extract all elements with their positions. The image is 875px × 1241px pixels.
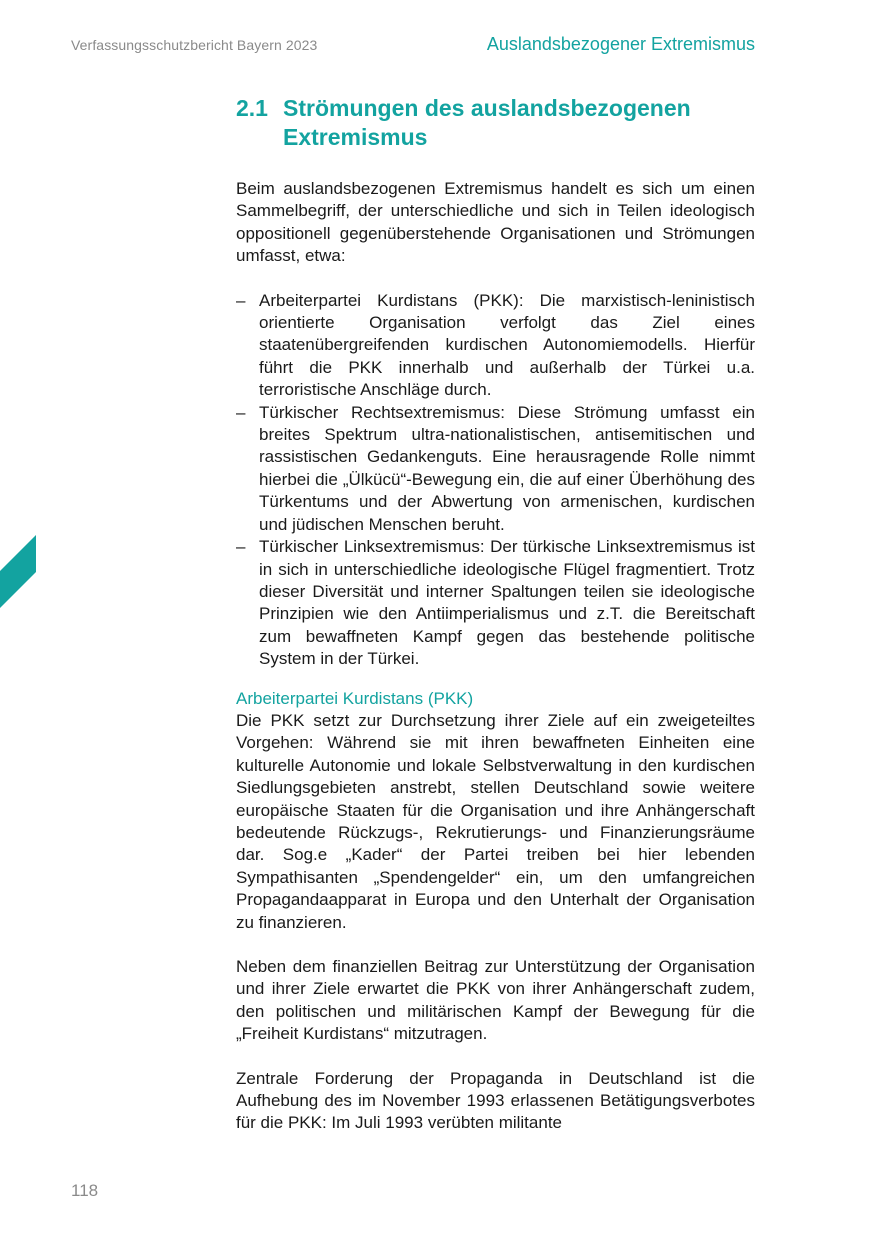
extremism-types-list [236,290,755,671]
body-paragraph: Neben dem finanziellen Beitrag zur Unterstützung der Organisation und ihrer Ziele erwartet die PKK von ihrer Anhängerschaft zudem, den politischen und militärischen Kampf der Bewegung für die „Freiheit Kurdistans“ mitzutragen. [236,957,755,1044]
intro-paragraph: Beim auslandsbezogenen Extremismus handelt es sich um einen Sammelbegriff, der unterschiedliche und sich in Teilen ideologisch oppositionell gegenüberstehende Organisationen und Strömungen umfasst, etwa: [236,179,755,266]
body-paragraph: Die PKK setzt zur Durchsetzung ihrer Ziele auf ein zweigeteiltes Vorgehen: Während sie mit ihren bewaffneten Einheiten eine kulturelle Autonomie und lokale Selbstverwaltung in den kurdischen Siedlungsgebieten anstrebt, stellen Deutschland sowie weitere europäische Staaten für die Organisation und ihre Anhängerschaft bedeutende Rückzugs-, Rekrutierungs- und Finanzierungsräume dar. Sog.e „Kader“ der Partei treiben bei hier lebenden Sympathisanten „Spendengelder“ ein, um den umfangreichen Propagandaapparat in Europa und den Unterhalt der Organisation zu finanzieren. [236,710,755,932]
running-header-title: Verfassungsschutzbericht Bayern 2023 [71,37,318,53]
body-paragraph: Zentrale Forderung der Propaganda in Deutschland ist die Aufhebung des im November 1993 erlassenen Betätigungsverbotes für die PKK: Im Juli 1993 verübten militante [236,1068,755,1133]
dash-bullet: – [236,537,246,557]
section-heading [236,94,755,152]
dash-bullet: – [236,290,246,310]
section-number: 2.1 [236,95,268,121]
list-item-text: Türkischer Rechtsextremismus: Diese Strömung umfasst ein breites Spektrum ultra-nationalistischen, antisemitischen und rassistischen Gedankenguts. Eine herausragende Rolle nimmt hierbei die „Ülkücü“-Bewegung ein, die auf einer Überhöhung des Türkentums und der Abwertung von armenischen, kurdischen und jüdischen Menschen beruht. [259,402,755,534]
section-title: Strömungen des auslandsbezogenen Extremismus [283,95,691,150]
list-item-text: Arbeiterpartei Kurdistans (PKK): Die marxistisch-leninistisch orientierte Organisation verfolgt das Ziel eines staatenübergreifenden kurdischen Autonomiemodells. Hierfür führt die PKK innerhalb und außerhalb der Türkei u.a. terroristische Anschläge durch. [259,290,755,400]
chapter-tab-marker [0,535,36,608]
list-item [236,290,755,402]
subsection-heading: Arbeiterpartei Kurdistans (PKK) [236,688,474,708]
list-item [236,536,755,670]
dash-bullet: – [236,402,246,422]
list-item-text: Türkischer Linksextremismus: Der türkische Linksextremismus ist in sich in unterschiedliche ideologische Flügel fragmentiert. Trotz dieser Diversität und interner Spaltungen teilen sie ideologische Prinzipien wie den Antiimperialismus und z.T. die Bereitschaft zum bewaffneten Kampf gegen das bestehende politische System in der Türkei. [259,537,755,669]
list-item [236,402,755,536]
chapter-header: Auslandsbezogener Extremismus [486,34,755,54]
page-number: 118 [71,1181,99,1200]
main-content [236,94,755,1135]
